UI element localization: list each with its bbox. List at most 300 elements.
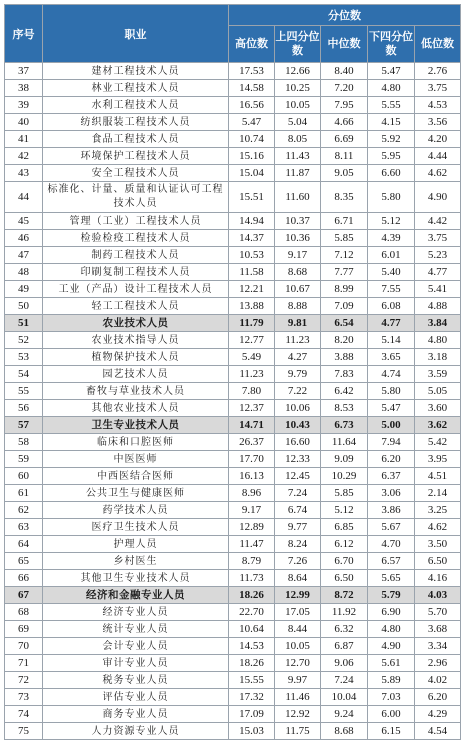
value-median: 8.35 — [321, 182, 368, 213]
row-seq: 75 — [5, 723, 43, 740]
value-median: 6.73 — [321, 417, 368, 434]
row-seq: 43 — [5, 165, 43, 182]
value-upper-quartile: 12.33 — [275, 451, 321, 468]
value-lower-quartile: 5.89 — [368, 672, 415, 689]
row-occupation: 建材工程技术人员 — [43, 63, 229, 80]
row-occupation: 会计专业人员 — [43, 638, 229, 655]
value-high: 11.73 — [229, 570, 275, 587]
table-row — [5, 485, 461, 502]
row-occupation: 乡村医生 — [43, 553, 229, 570]
value-upper-quartile: 16.60 — [275, 434, 321, 451]
value-upper-quartile: 4.27 — [275, 349, 321, 366]
value-upper-quartile: 9.17 — [275, 247, 321, 264]
row-occupation: 轻工工程技术人员 — [43, 298, 229, 315]
value-median: 11.64 — [321, 434, 368, 451]
row-occupation: 护理人员 — [43, 536, 229, 553]
row-seq: 47 — [5, 247, 43, 264]
value-lower-quartile: 5.79 — [368, 587, 415, 604]
value-median: 3.88 — [321, 349, 368, 366]
value-high: 17.09 — [229, 706, 275, 723]
row-seq: 55 — [5, 383, 43, 400]
value-low: 3.68 — [415, 621, 461, 638]
value-high: 17.53 — [229, 63, 275, 80]
value-median: 7.95 — [321, 97, 368, 114]
value-low: 4.62 — [415, 519, 461, 536]
row-occupation: 农业技术人员 — [43, 315, 229, 332]
row-occupation: 其他农业技术人员 — [43, 400, 229, 417]
row-seq: 41 — [5, 131, 43, 148]
value-lower-quartile: 4.77 — [368, 315, 415, 332]
table-row — [5, 655, 461, 672]
value-upper-quartile: 10.06 — [275, 400, 321, 417]
value-upper-quartile: 10.05 — [275, 638, 321, 655]
row-occupation: 管理（工业）工程技术人员 — [43, 213, 229, 230]
value-median: 6.87 — [321, 638, 368, 655]
value-low: 3.60 — [415, 400, 461, 417]
row-occupation: 制药工程技术人员 — [43, 247, 229, 264]
row-occupation: 农业技术指导人员 — [43, 332, 229, 349]
row-occupation: 临床和口腔医师 — [43, 434, 229, 451]
value-high: 26.37 — [229, 434, 275, 451]
value-high: 14.37 — [229, 230, 275, 247]
value-upper-quartile: 10.67 — [275, 281, 321, 298]
value-upper-quartile: 12.99 — [275, 587, 321, 604]
row-seq: 65 — [5, 553, 43, 570]
table-row — [5, 451, 461, 468]
row-occupation: 经济专业人员 — [43, 604, 229, 621]
table-row — [5, 230, 461, 247]
header-median: 中位数 — [321, 26, 368, 63]
value-median: 6.85 — [321, 519, 368, 536]
value-high: 15.16 — [229, 148, 275, 165]
row-occupation: 植物保护技术人员 — [43, 349, 229, 366]
value-lower-quartile: 6.90 — [368, 604, 415, 621]
table-row — [5, 604, 461, 621]
value-low: 3.59 — [415, 366, 461, 383]
value-lower-quartile: 4.74 — [368, 366, 415, 383]
row-occupation: 纺织服装工程技术人员 — [43, 114, 229, 131]
row-seq: 50 — [5, 298, 43, 315]
value-median: 9.05 — [321, 165, 368, 182]
table-row — [5, 400, 461, 417]
value-lower-quartile: 7.03 — [368, 689, 415, 706]
row-seq: 48 — [5, 264, 43, 281]
table-body — [5, 63, 461, 740]
value-high: 16.13 — [229, 468, 275, 485]
value-high: 17.70 — [229, 451, 275, 468]
value-upper-quartile: 8.05 — [275, 131, 321, 148]
value-high: 11.58 — [229, 264, 275, 281]
value-high: 11.23 — [229, 366, 275, 383]
value-median: 7.83 — [321, 366, 368, 383]
value-low: 4.03 — [415, 587, 461, 604]
table-row — [5, 281, 461, 298]
value-low: 3.95 — [415, 451, 461, 468]
table-row — [5, 672, 461, 689]
table-row — [5, 519, 461, 536]
value-lower-quartile: 3.86 — [368, 502, 415, 519]
value-low: 4.88 — [415, 298, 461, 315]
row-seq: 39 — [5, 97, 43, 114]
table-row — [5, 468, 461, 485]
table-row — [5, 114, 461, 131]
row-seq: 63 — [5, 519, 43, 536]
value-high: 10.74 — [229, 131, 275, 148]
table-row — [5, 298, 461, 315]
value-lower-quartile: 7.55 — [368, 281, 415, 298]
value-low: 5.42 — [415, 434, 461, 451]
value-low: 4.90 — [415, 182, 461, 213]
value-low: 4.42 — [415, 213, 461, 230]
value-lower-quartile: 5.40 — [368, 264, 415, 281]
row-occupation: 统计专业人员 — [43, 621, 229, 638]
row-occupation: 水利工程技术人员 — [43, 97, 229, 114]
table-row — [5, 417, 461, 434]
value-high: 15.55 — [229, 672, 275, 689]
value-low: 6.20 — [415, 689, 461, 706]
row-seq: 59 — [5, 451, 43, 468]
value-high: 14.53 — [229, 638, 275, 655]
value-median: 8.40 — [321, 63, 368, 80]
value-upper-quartile: 11.46 — [275, 689, 321, 706]
value-lower-quartile: 6.20 — [368, 451, 415, 468]
value-high: 12.37 — [229, 400, 275, 417]
row-seq: 38 — [5, 80, 43, 97]
value-low: 2.76 — [415, 63, 461, 80]
value-median: 4.66 — [321, 114, 368, 131]
table-row — [5, 502, 461, 519]
value-upper-quartile: 12.66 — [275, 63, 321, 80]
header-occupation: 职业 — [43, 5, 229, 63]
value-upper-quartile: 11.60 — [275, 182, 321, 213]
value-high: 13.88 — [229, 298, 275, 315]
value-upper-quartile: 11.43 — [275, 148, 321, 165]
value-lower-quartile: 6.15 — [368, 723, 415, 740]
row-seq: 60 — [5, 468, 43, 485]
value-median: 7.24 — [321, 672, 368, 689]
row-seq: 71 — [5, 655, 43, 672]
value-upper-quartile: 8.88 — [275, 298, 321, 315]
value-lower-quartile: 5.67 — [368, 519, 415, 536]
table-row — [5, 165, 461, 182]
row-seq: 46 — [5, 230, 43, 247]
table-row — [5, 587, 461, 604]
salary-table-container — [4, 4, 460, 740]
value-upper-quartile: 7.22 — [275, 383, 321, 400]
value-high: 14.58 — [229, 80, 275, 97]
value-low: 3.50 — [415, 536, 461, 553]
row-seq: 56 — [5, 400, 43, 417]
value-low: 4.44 — [415, 148, 461, 165]
table-row — [5, 148, 461, 165]
value-low: 4.29 — [415, 706, 461, 723]
row-occupation: 税务专业人员 — [43, 672, 229, 689]
value-lower-quartile: 7.94 — [368, 434, 415, 451]
value-lower-quartile: 5.92 — [368, 131, 415, 148]
value-high: 7.80 — [229, 383, 275, 400]
value-low: 3.84 — [415, 315, 461, 332]
header-seq: 序号 — [5, 5, 43, 63]
table-row — [5, 434, 461, 451]
value-upper-quartile: 10.37 — [275, 213, 321, 230]
value-upper-quartile: 9.79 — [275, 366, 321, 383]
value-low: 4.20 — [415, 131, 461, 148]
value-low: 3.25 — [415, 502, 461, 519]
value-lower-quartile: 4.39 — [368, 230, 415, 247]
value-low: 5.70 — [415, 604, 461, 621]
value-median: 10.04 — [321, 689, 368, 706]
value-lower-quartile: 5.80 — [368, 182, 415, 213]
value-median: 8.11 — [321, 148, 368, 165]
table-row — [5, 63, 461, 80]
row-occupation: 标准化、计量、质量和认证认可工程技术人员 — [43, 182, 229, 213]
row-seq: 64 — [5, 536, 43, 553]
value-high: 10.64 — [229, 621, 275, 638]
value-median: 11.92 — [321, 604, 368, 621]
value-lower-quartile: 5.80 — [368, 383, 415, 400]
row-seq: 68 — [5, 604, 43, 621]
value-low: 5.41 — [415, 281, 461, 298]
value-median: 5.12 — [321, 502, 368, 519]
value-lower-quartile: 4.80 — [368, 621, 415, 638]
value-lower-quartile: 5.12 — [368, 213, 415, 230]
value-lower-quartile: 6.00 — [368, 706, 415, 723]
value-high: 15.03 — [229, 723, 275, 740]
row-occupation: 人力资源专业人员 — [43, 723, 229, 740]
value-upper-quartile: 10.25 — [275, 80, 321, 97]
value-upper-quartile: 12.70 — [275, 655, 321, 672]
value-low: 3.34 — [415, 638, 461, 655]
value-high: 16.56 — [229, 97, 275, 114]
row-seq: 52 — [5, 332, 43, 349]
value-median: 6.54 — [321, 315, 368, 332]
value-low: 4.53 — [415, 97, 461, 114]
value-low: 2.14 — [415, 485, 461, 502]
value-median: 6.71 — [321, 213, 368, 230]
value-low: 4.16 — [415, 570, 461, 587]
value-median: 8.72 — [321, 587, 368, 604]
value-high: 15.51 — [229, 182, 275, 213]
value-low: 4.54 — [415, 723, 461, 740]
value-high: 8.79 — [229, 553, 275, 570]
value-upper-quartile: 5.04 — [275, 114, 321, 131]
row-seq: 40 — [5, 114, 43, 131]
value-upper-quartile: 7.26 — [275, 553, 321, 570]
value-median: 5.85 — [321, 230, 368, 247]
value-upper-quartile: 7.24 — [275, 485, 321, 502]
row-occupation: 公共卫生与健康医师 — [43, 485, 229, 502]
row-seq: 70 — [5, 638, 43, 655]
value-low: 4.77 — [415, 264, 461, 281]
value-high: 14.94 — [229, 213, 275, 230]
row-occupation: 检验检疫工程技术人员 — [43, 230, 229, 247]
header-percentile-group: 分位数 — [229, 5, 461, 26]
value-median: 7.77 — [321, 264, 368, 281]
table-row — [5, 213, 461, 230]
value-upper-quartile: 9.97 — [275, 672, 321, 689]
value-upper-quartile: 10.05 — [275, 97, 321, 114]
value-high: 8.96 — [229, 485, 275, 502]
row-occupation: 环境保护工程技术人员 — [43, 148, 229, 165]
value-median: 6.70 — [321, 553, 368, 570]
value-median: 8.20 — [321, 332, 368, 349]
value-median: 7.20 — [321, 80, 368, 97]
value-lower-quartile: 4.80 — [368, 80, 415, 97]
value-lower-quartile: 6.60 — [368, 165, 415, 182]
row-occupation: 园艺技术人员 — [43, 366, 229, 383]
row-occupation: 安全工程技术人员 — [43, 165, 229, 182]
table-row — [5, 638, 461, 655]
value-upper-quartile: 8.44 — [275, 621, 321, 638]
value-upper-quartile: 11.87 — [275, 165, 321, 182]
row-seq: 54 — [5, 366, 43, 383]
header-lower-quartile: 下四分位数 — [368, 26, 415, 63]
value-upper-quartile: 10.36 — [275, 230, 321, 247]
value-upper-quartile: 17.05 — [275, 604, 321, 621]
value-lower-quartile: 6.01 — [368, 247, 415, 264]
value-high: 18.26 — [229, 655, 275, 672]
value-low: 4.02 — [415, 672, 461, 689]
value-high: 12.21 — [229, 281, 275, 298]
row-occupation: 经济和金融专业人员 — [43, 587, 229, 604]
value-high: 9.17 — [229, 502, 275, 519]
value-median: 7.12 — [321, 247, 368, 264]
value-upper-quartile: 11.75 — [275, 723, 321, 740]
header-high: 高位数 — [229, 26, 275, 63]
value-high: 14.71 — [229, 417, 275, 434]
table-row — [5, 689, 461, 706]
value-median: 8.99 — [321, 281, 368, 298]
table-row — [5, 723, 461, 740]
row-occupation: 中西医结合医师 — [43, 468, 229, 485]
row-seq: 45 — [5, 213, 43, 230]
row-occupation: 其他卫生专业技术人员 — [43, 570, 229, 587]
table-row — [5, 247, 461, 264]
value-lower-quartile: 5.47 — [368, 400, 415, 417]
row-occupation: 食品工程技术人员 — [43, 131, 229, 148]
value-upper-quartile: 8.24 — [275, 536, 321, 553]
value-lower-quartile: 4.70 — [368, 536, 415, 553]
value-upper-quartile: 8.64 — [275, 570, 321, 587]
value-low: 3.62 — [415, 417, 461, 434]
value-high: 5.49 — [229, 349, 275, 366]
value-lower-quartile: 6.57 — [368, 553, 415, 570]
value-low: 3.75 — [415, 80, 461, 97]
row-seq: 58 — [5, 434, 43, 451]
value-low: 4.62 — [415, 165, 461, 182]
value-lower-quartile: 5.95 — [368, 148, 415, 165]
row-seq: 49 — [5, 281, 43, 298]
value-median: 6.12 — [321, 536, 368, 553]
table-row — [5, 80, 461, 97]
table-row — [5, 182, 461, 213]
row-occupation: 商务专业人员 — [43, 706, 229, 723]
value-median: 9.09 — [321, 451, 368, 468]
value-low: 2.96 — [415, 655, 461, 672]
value-low: 6.50 — [415, 553, 461, 570]
value-median: 8.68 — [321, 723, 368, 740]
value-low: 3.18 — [415, 349, 461, 366]
value-high: 11.47 — [229, 536, 275, 553]
value-lower-quartile: 5.65 — [368, 570, 415, 587]
row-seq: 37 — [5, 63, 43, 80]
row-seq: 51 — [5, 315, 43, 332]
value-median: 6.50 — [321, 570, 368, 587]
table-row — [5, 315, 461, 332]
row-occupation: 药学技术人员 — [43, 502, 229, 519]
header-upper-quartile: 上四分位数 — [275, 26, 321, 63]
value-median: 5.85 — [321, 485, 368, 502]
row-occupation: 畜牧与草业技术人员 — [43, 383, 229, 400]
row-seq: 69 — [5, 621, 43, 638]
value-high: 15.04 — [229, 165, 275, 182]
table-row — [5, 264, 461, 281]
row-seq: 72 — [5, 672, 43, 689]
table-row — [5, 131, 461, 148]
value-upper-quartile: 12.45 — [275, 468, 321, 485]
table-row — [5, 706, 461, 723]
value-upper-quartile: 8.68 — [275, 264, 321, 281]
table-row — [5, 349, 461, 366]
value-low: 4.80 — [415, 332, 461, 349]
table-row — [5, 570, 461, 587]
row-occupation: 评估专业人员 — [43, 689, 229, 706]
value-upper-quartile: 6.74 — [275, 502, 321, 519]
row-seq: 73 — [5, 689, 43, 706]
value-lower-quartile: 4.15 — [368, 114, 415, 131]
value-lower-quartile: 5.47 — [368, 63, 415, 80]
value-low: 5.05 — [415, 383, 461, 400]
value-median: 8.53 — [321, 400, 368, 417]
value-upper-quartile: 9.77 — [275, 519, 321, 536]
value-median: 6.42 — [321, 383, 368, 400]
value-upper-quartile: 10.43 — [275, 417, 321, 434]
row-seq: 42 — [5, 148, 43, 165]
table-row — [5, 332, 461, 349]
row-occupation: 工业（产品）设计工程技术人员 — [43, 281, 229, 298]
value-median: 6.69 — [321, 131, 368, 148]
row-seq: 61 — [5, 485, 43, 502]
row-seq: 53 — [5, 349, 43, 366]
table-row — [5, 621, 461, 638]
value-high: 17.32 — [229, 689, 275, 706]
row-occupation: 中医医师 — [43, 451, 229, 468]
value-low: 3.75 — [415, 230, 461, 247]
table-row — [5, 366, 461, 383]
value-lower-quartile: 3.06 — [368, 485, 415, 502]
row-occupation: 审计专业人员 — [43, 655, 229, 672]
table-row — [5, 553, 461, 570]
value-median: 9.06 — [321, 655, 368, 672]
row-seq: 44 — [5, 182, 43, 213]
value-lower-quartile: 5.61 — [368, 655, 415, 672]
row-occupation: 卫生专业技术人员 — [43, 417, 229, 434]
table-row — [5, 536, 461, 553]
value-high: 22.70 — [229, 604, 275, 621]
value-lower-quartile: 5.00 — [368, 417, 415, 434]
row-seq: 66 — [5, 570, 43, 587]
value-median: 9.24 — [321, 706, 368, 723]
value-low: 4.51 — [415, 468, 461, 485]
value-median: 10.29 — [321, 468, 368, 485]
row-occupation: 医疗卫生技术人员 — [43, 519, 229, 536]
row-seq: 74 — [5, 706, 43, 723]
value-upper-quartile: 11.23 — [275, 332, 321, 349]
value-high: 5.47 — [229, 114, 275, 131]
row-seq: 57 — [5, 417, 43, 434]
value-lower-quartile: 5.55 — [368, 97, 415, 114]
salary-percentile-table — [4, 4, 461, 740]
